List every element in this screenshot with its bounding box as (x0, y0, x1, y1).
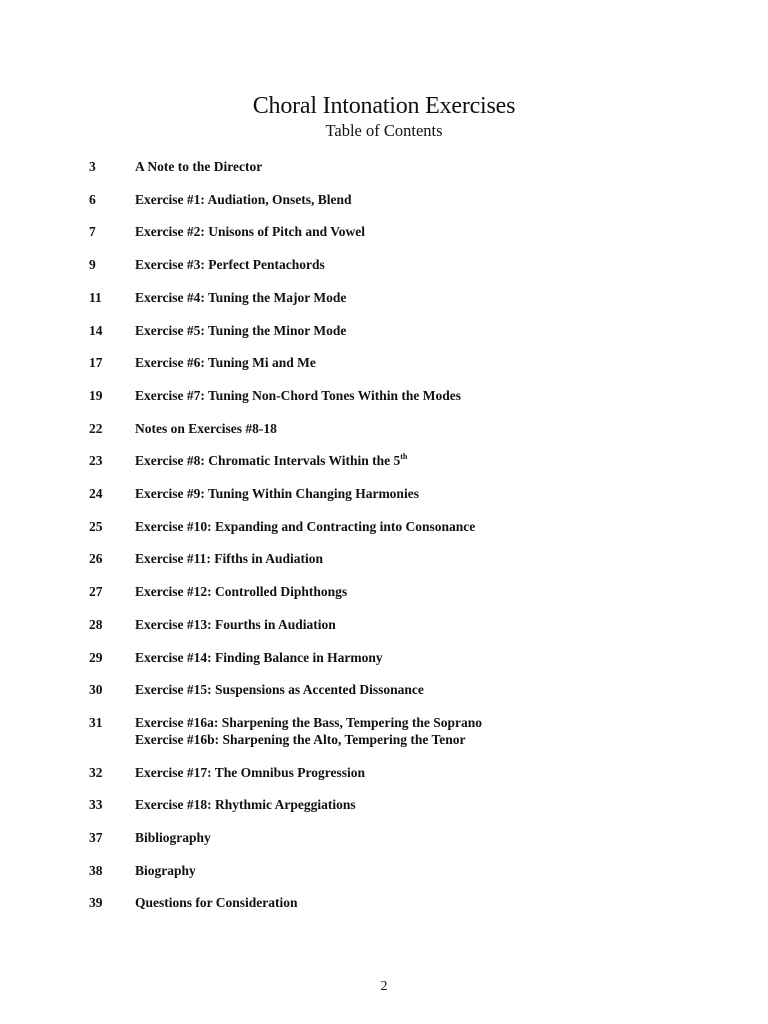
toc-entry-text: Exercise #12: Controlled Diphthongs (135, 584, 348, 600)
toc-entry-title (135, 829, 211, 846)
toc-page-number: 6 (89, 191, 96, 207)
toc-entry-line (135, 289, 346, 306)
toc-page-number: 22 (89, 420, 103, 436)
toc-entry-text: Exercise #9: Tuning Within Changing Harmonies (135, 486, 419, 501)
toc-entry-line (135, 649, 383, 666)
toc-entry-title (135, 796, 356, 813)
toc-page-number: 7 (89, 224, 96, 240)
toc-entry-line (135, 191, 352, 208)
toc-entry-line (135, 796, 356, 813)
toc-entry-text: Exercise #8: Chromatic Intervals Within the 5 (135, 453, 401, 469)
toc-page-number: 37 (89, 830, 103, 845)
toc-entry-text: Biography (135, 862, 196, 878)
toc-entry-title (135, 354, 316, 371)
toc-entry-text: Bibliography (135, 830, 211, 845)
toc-entry-line (135, 681, 424, 698)
toc-entry-text: Questions for Consideration (135, 895, 298, 911)
toc-entry-line (135, 354, 316, 371)
toc-entry-title (135, 862, 196, 879)
toc-page-number: 19 (89, 387, 103, 403)
toc-page-number: 14 (89, 322, 103, 338)
toc-page-number: 32 (89, 764, 103, 780)
toc-entry-line (135, 764, 365, 781)
toc-entry-line (135, 550, 323, 567)
toc-page-number: 38 (89, 862, 103, 878)
toc-entry-title (135, 681, 424, 698)
toc-entry-text: Exercise #17: The Omnibus Progression (135, 764, 366, 780)
toc-entry-text: Exercise #6: Tuning Mi and Me (135, 355, 316, 371)
toc-page-number: 31 (89, 714, 103, 730)
toc-page-number: 23 (89, 453, 103, 469)
toc-entry-line (135, 158, 262, 175)
toc-entry-text: Exercise #5: Tuning the Minor Mode (135, 322, 347, 338)
toc-entry-title (135, 387, 461, 404)
toc-entry-text: Notes on Exercises #8-18 (135, 420, 277, 436)
toc-entry-title (135, 158, 262, 175)
toc-page-number: 33 (89, 797, 103, 813)
toc-entry-line (135, 322, 346, 339)
toc-entry-text: Exercise #10: Expanding and Contracting into Consonance (135, 518, 476, 534)
page-subtitle: Table of Contents (325, 121, 443, 140)
toc-page-number: 17 (89, 355, 103, 371)
toc-page-number: 3 (89, 159, 96, 174)
toc-page-number: 27 (89, 584, 103, 600)
toc-entry-title (135, 518, 475, 535)
toc-entry-title (135, 714, 482, 748)
toc-entry-title (135, 223, 365, 240)
toc-entry-text: Exercise #3: Perfect Pentachords (135, 257, 325, 273)
toc-page-number: 25 (89, 518, 103, 534)
toc-entry-title (135, 649, 383, 666)
toc-entry-title (135, 550, 323, 567)
toc-entry-title (135, 616, 336, 633)
toc-page-number: 9 (89, 257, 96, 273)
toc-entry-text: Exercise #16b: Sharpening the Alto, Tempering the Tenor (135, 731, 466, 747)
toc-entry-line (135, 452, 407, 469)
toc-entry-text: Exercise #18: Rhythmic Arpeggiations (135, 797, 356, 813)
page-title: Choral Intonation Exercises (252, 93, 516, 119)
toc-entry-title (135, 289, 346, 306)
toc-entry-title (135, 583, 347, 600)
toc-entry-line (135, 420, 277, 437)
toc-entry-line (135, 518, 475, 535)
toc-entry-title (135, 485, 419, 502)
toc-entry-line (135, 387, 461, 404)
toc-entry-title (135, 322, 346, 339)
toc-entry-line (135, 894, 298, 911)
toc-page-number: 24 (89, 486, 103, 501)
toc-entry-text: Exercise #4: Tuning the Major Mode (135, 289, 347, 305)
toc-entry-line (135, 256, 325, 273)
toc-entry-title (135, 452, 407, 469)
toc-page-number: 26 (89, 551, 103, 567)
toc-entry-title (135, 256, 325, 273)
toc-entry-line (135, 862, 196, 879)
toc-entry-line (135, 485, 419, 502)
toc-entry-line (135, 223, 365, 240)
toc-entry-text: A Note to the Director (135, 159, 263, 174)
toc-entry-title (135, 894, 298, 911)
toc-entry-text: Exercise #7: Tuning Non-Chord Tones Within the Modes (135, 387, 461, 403)
toc-page-number: 30 (89, 682, 103, 698)
page-number: 2 (380, 979, 388, 994)
toc-entry-text: Exercise #14: Finding Balance in Harmony (135, 649, 383, 665)
toc-entry-title (135, 764, 365, 781)
toc-entry-title (135, 191, 352, 208)
toc-superscript: th (400, 452, 408, 462)
toc-page-number: 28 (89, 616, 103, 632)
toc-entry-text: Exercise #15: Suspensions as Accented Dissonance (135, 682, 424, 698)
toc-entry-text: Exercise #2: Unisons of Pitch and Vowel (135, 224, 366, 240)
toc-entry-line (135, 829, 211, 846)
toc-entry-line (135, 583, 347, 600)
toc-entry-title (135, 420, 277, 437)
toc-entry-text: Exercise #16a: Sharpening the Bass, Tempering the Soprano (135, 714, 483, 730)
toc-page-number: 11 (89, 289, 102, 305)
toc-page-number: 29 (89, 649, 103, 665)
toc-page-number: 39 (89, 895, 103, 911)
toc-entry-line (135, 714, 482, 731)
toc-entry-line (135, 731, 482, 748)
toc-entry-text: Exercise #11: Fifths in Audiation (135, 551, 324, 567)
toc-entry-text: Exercise #1: Audiation, Onsets, Blend (135, 191, 352, 207)
toc-entry-text: Exercise #13: Fourths in Audiation (135, 616, 336, 632)
toc-entry-line (135, 616, 336, 633)
